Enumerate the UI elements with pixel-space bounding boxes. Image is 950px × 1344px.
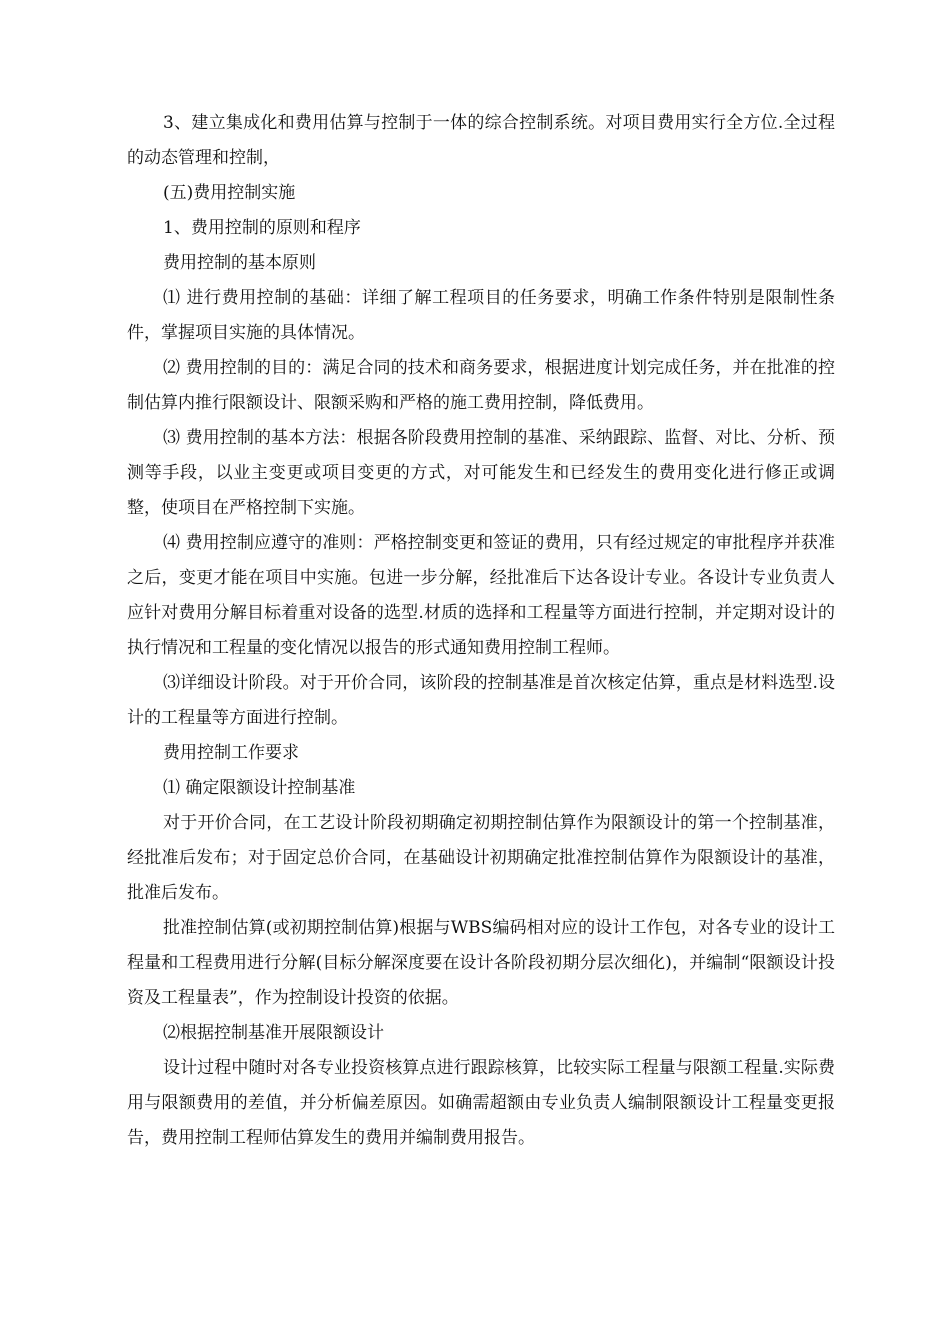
paragraph-tracking-accounting: 设计过程中随时对各专业投资核算点进行跟踪核算，比较实际工程量与限额工程量.实际费用与限额费用的差值，并分析偏差原因。如确需超额由专业负责人编制限额设计工程量变更报告，费用控制工程师估算发生的费用并编制费用报告。 [127, 1058, 835, 1148]
paragraph-estimate-breakdown: 批准控制估算(或初期控制估算)根据与WBS编码相对应的设计工作包，对各专业的设计工程量和工程费用进行分解(目标分解深度要在设计各阶段初期分层次细化)，并编制“限额设计投资及工程量表”，作为控制设计投资的依据。 [127, 918, 835, 1008]
heading-work-requirements: 费用控制工作要求 [163, 743, 299, 763]
paragraph-principle-2-purpose: ⑵ 费用控制的目的：满足合同的技术和商务要求，根据进度计划完成任务，并在批准的控制估算内推行限额设计、限额采购和严格的施工费用控制，降低费用。 [127, 358, 835, 413]
heading-requirement-1-baseline: ⑴ 确定限额设计控制基准 [163, 778, 356, 798]
document-body [127, 106, 835, 1156]
paragraph-integrated-control-system: 3、建立集成化和费用估算与控制于一体的综合控制系统。对项目费用实行全方位.全过程的动态管理和控制， [127, 113, 835, 168]
paragraph-principle-4-rules: ⑷ 费用控制应遵守的准则：严格控制变更和签证的费用，只有经过规定的审批程序并获准之后，变更才能在项目中实施。包进一步分解，经批准后下达各设计专业。各设计专业负责人应针对费用分解目标着重对设备的选型.材质的选择和工程量等方面进行控制，并定期对设计的执行情况和工程量的变化情况以报告的形式通知费用控制工程师。 [127, 533, 835, 658]
subsection-heading-principles-and-procedures: 1、费用控制的原则和程序 [163, 218, 361, 238]
paragraph-principle-3-methods: ⑶ 费用控制的基本方法：根据各阶段费用控制的基准、采纳跟踪、监督、对比、分析、预测等手段，以业主变更或项目变更的方式，对可能发生和已经发生的费用变化进行修正或调整，使项目在严格控制下实施。 [127, 428, 835, 518]
heading-requirement-2-limit-design: ⑵根据控制基准开展限额设计 [163, 1023, 384, 1043]
section-heading-cost-control-implementation: (五)费用控制实施 [163, 183, 296, 203]
paragraph-detailed-design-stage: ⑶详细设计阶段。对于开价合同，该阶段的控制基准是首次核定估算，重点是材料选型.设计的工程量等方面进行控制。 [127, 673, 835, 728]
paragraph-principle-1-basis: ⑴ 进行费用控制的基础：详细了解工程项目的任务要求，明确工作条件特别是限制性条件，掌握项目实施的具体情况。 [127, 288, 835, 343]
paragraph-baseline-contracts: 对于开价合同，在工艺设计阶段初期确定初期控制估算作为限额设计的第一个控制基准，经批准后发布；对于固定总价合同，在基础设计初期确定批准控制估算作为限额设计的基准，批准后发布。 [127, 813, 835, 903]
heading-basic-principles: 费用控制的基本原则 [163, 253, 316, 273]
